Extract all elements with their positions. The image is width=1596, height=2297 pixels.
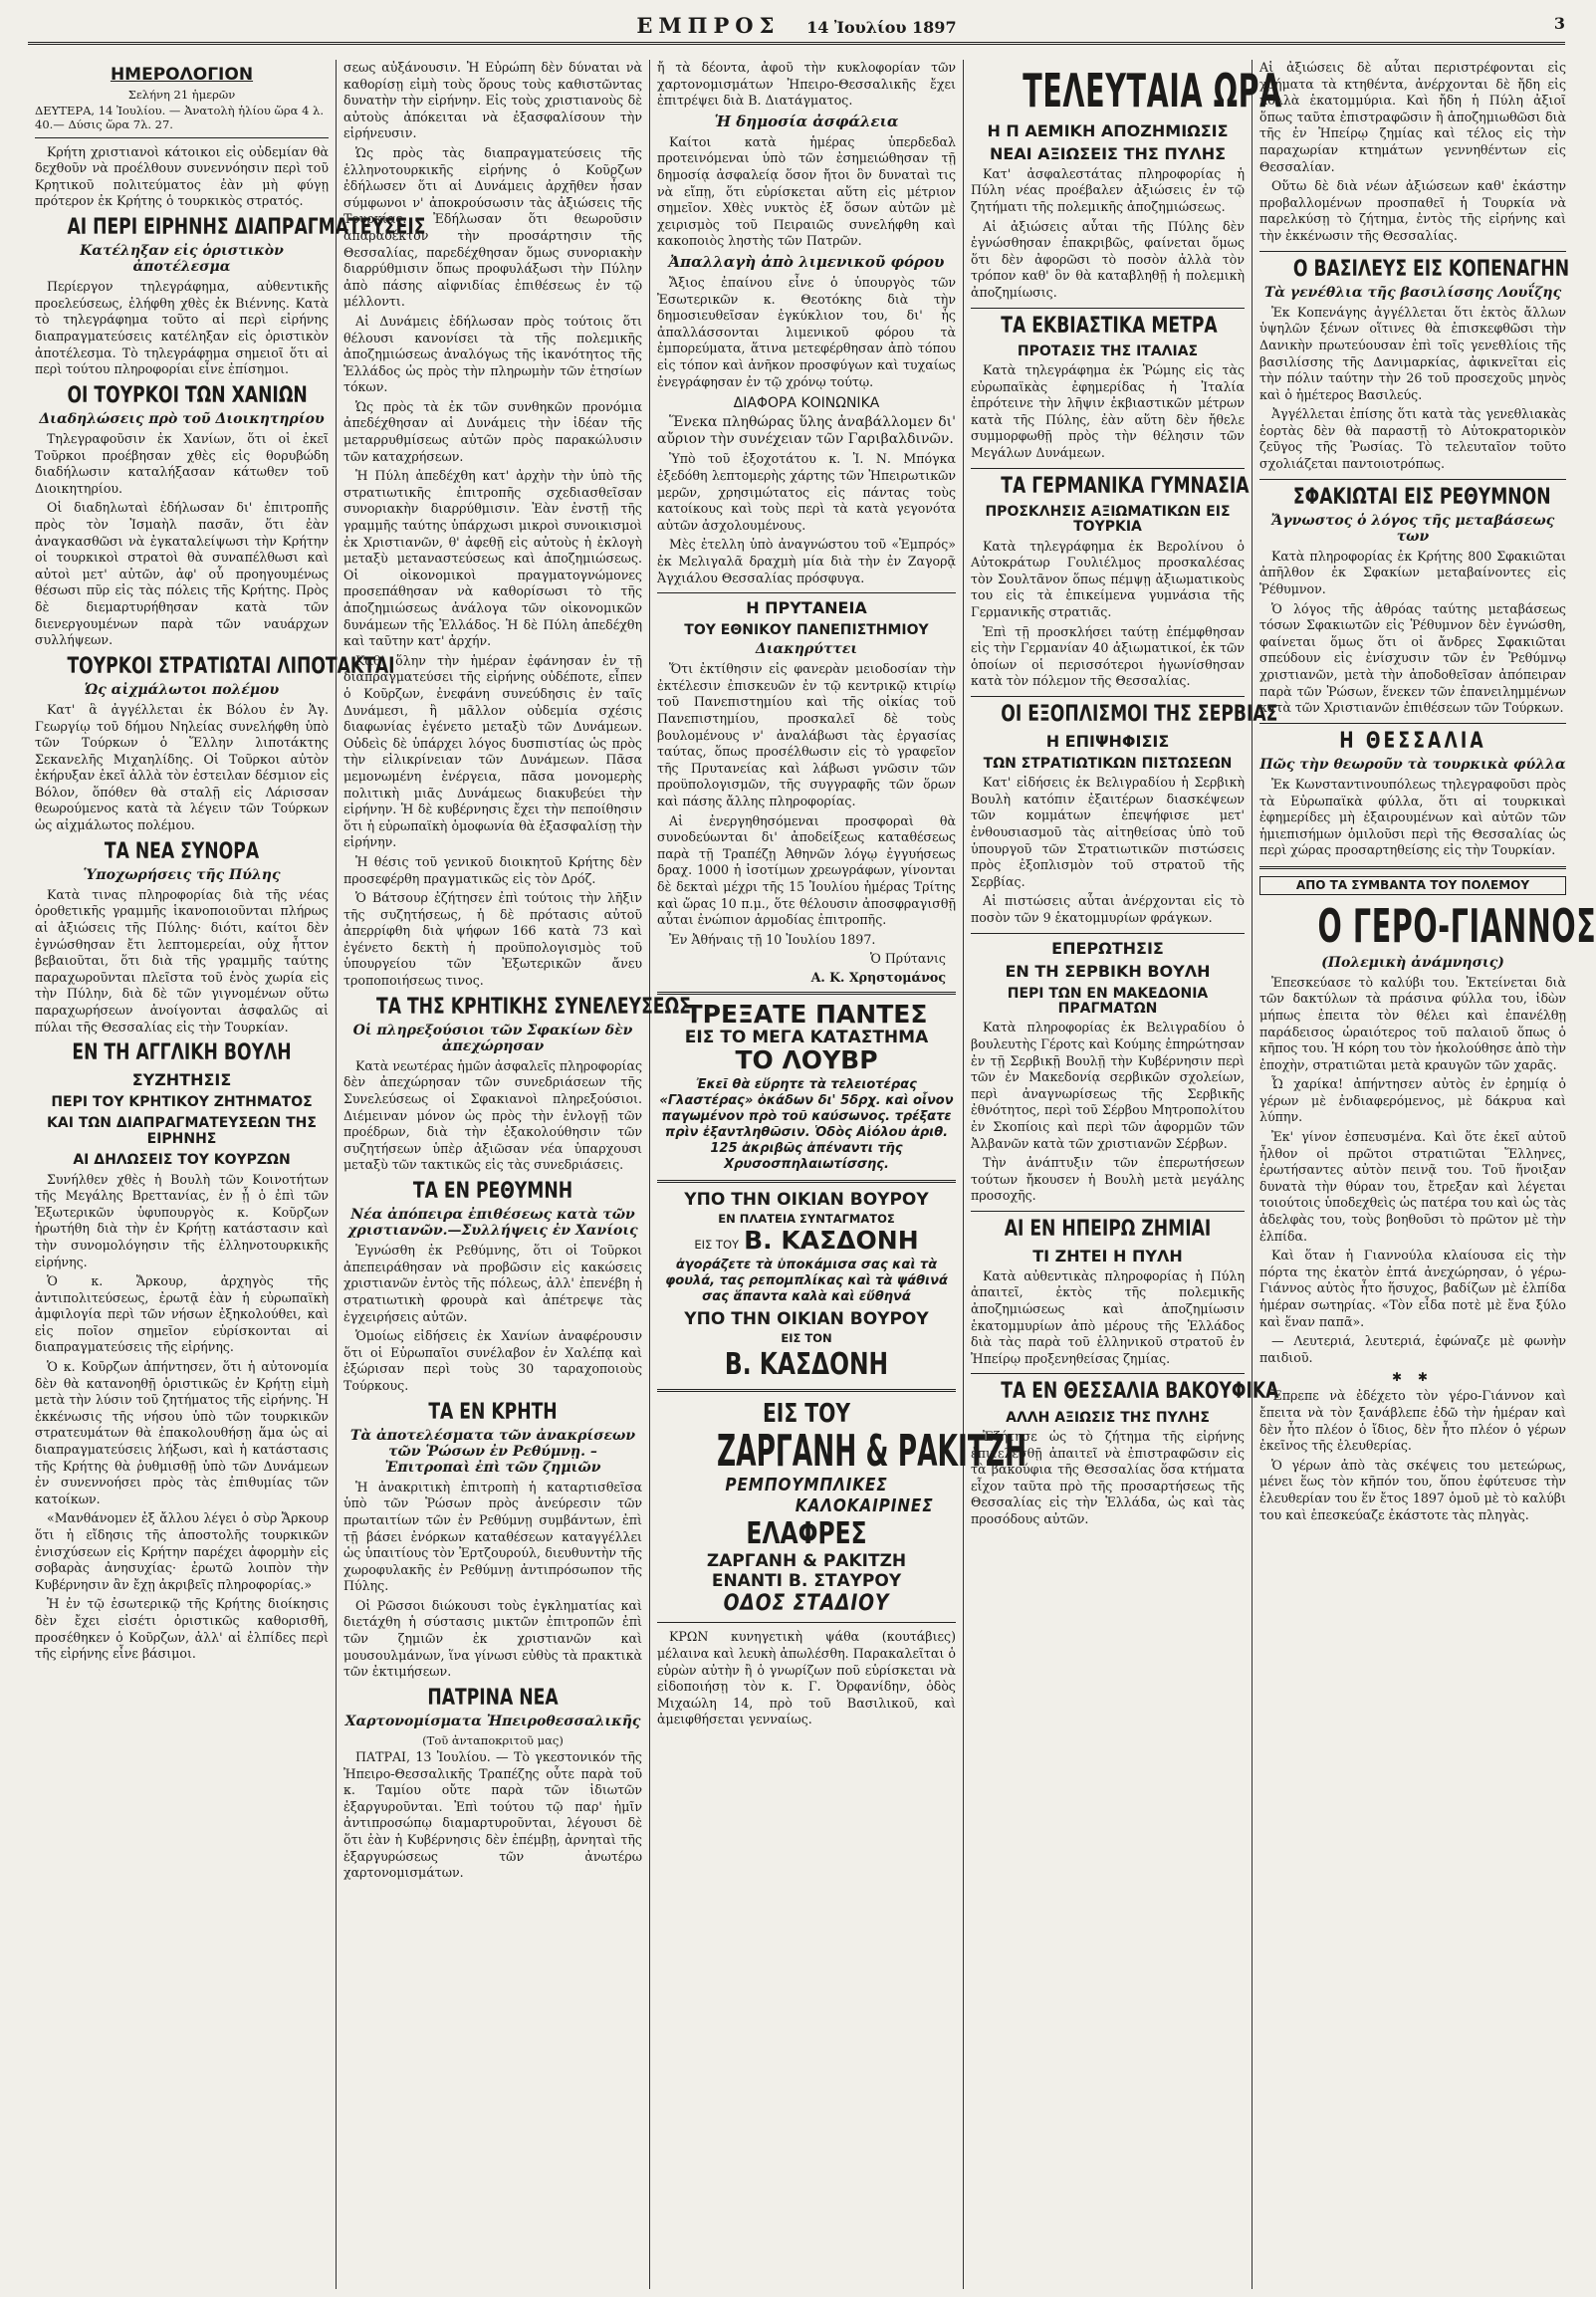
vakoufia-subheading: ΑΛΛΗ ΑΞΙΩΣΙΣ ΤΗΣ ΠΥΛΗΣ — [1006, 1409, 1210, 1426]
parliament-heading: ΕΝ ΤΗ ΑΓΓΛΙΚΗ ΒΟΥΛΗ — [72, 1040, 292, 1066]
louvre-ad — [657, 1002, 956, 1173]
porte-demands-heading: ΝΕΑΙ ΑΞΙΩΣΕΙΣ ΤΗΣ ΠΥΛΗΣ — [989, 144, 1227, 164]
king-copenhagen-paragraph-1: Ἐκ Κοπενάγης ἀγγέλλεται ὅτι ἐκτὸς ἄλλων ὑψηλῶν ξένων οἵτινες θὰ ἐπισκεφθῶσι τὴν Δανικὴν πρωτεύουσαν ἐπὶ τοῖς γενεθλίοις τῆς βασιλίσσης τῆς Δανιμαρκίας, ἀφικνεῖται εἰς τὴν πόλιν ταύτην τὴν 26 τοῦ προσεχοῦς μηνὸς καὶ ὁ ἡμέτερος Βασιλεύς. — [1259, 304, 1566, 402]
rectorate-sub-1: ΤΟΥ ΕΘΝΙΚΟΥ ΠΑΝΕΠΙΣΤΗΜΙΟΥ — [684, 621, 929, 638]
col5-paragraph-2: Οὕτω δὲ διὰ νέων ἀξιώσεων καθ' ἑκάστην προβαλλομένων προσπαθεῖ ἡ Τουρκία νὰ παρελκύσῃ τὸ ζήτημα, ἐντὸς τῆς εἰρήνης καὶ τὴν ἐκκένωσιν τῆς Θεσσαλίας. — [1259, 178, 1566, 243]
harbor-tax-paragraph: Ἄξιος ἐπαίνου εἶνε ὁ ὑπουργὸς τῶν Ἐσωτερικῶν κ. Θεοτόκης διὰ τὴν δημοσιευθεῖσαν ἐγκύκλιον του, δι' ἧς ἀπαλλάσσονται λιμενικοῦ φόρου τὰ ἐμπορεύματα, ἅτινα μετεφέρθησαν ἀπὸ τόπου εἰς τόπον καὶ ἀνῆκον προσφύγων καὶ τυχαίως ἐνεγράφησαν ἐν τῷ χρόνῳ τούτῳ. — [657, 274, 956, 389]
serbia-arms-paragraph-1: Κατ' εἰδήσεις ἐκ Βελιγραδίου ἡ Σερβικὴ Βουλὴ κατόπιν ἐξαιτέρων διασκέψεων τῶν κομμάτων ἐπεψήφισε μετ' ἐνθουσιασμοῦ τὰς αἰτηθείσας ὑπὸ τοῦ ὑπουργοῦ τῶν Στρατιωτικῶν πιστώσεις πρὸς ἐξοπλισμὸν τοῦ στρατοῦ τῆς Σερβίας. — [971, 775, 1245, 889]
rethymno-paragraph-1: Ἐγνώσθη ἐκ Ρεθύμνης, ὅτι οἱ Τοῦρκοι ἀπεπειράθησαν νὰ προβῶσιν εἰς κακώσεις χριστιανῶν ἐντὸς τῆς πόλεως, ἀλλ' ἐπενέβη ἡ στρατιωτικὴ φρουρὰ καὶ ἀπέτρεψε τὰς ἐγχειρήσεις αὐτῶν. — [343, 1243, 642, 1324]
rectorate-sub-2: Διακηρύττει — [755, 641, 858, 658]
zarganis-ad — [657, 1399, 1027, 1617]
col2-paragraph-5: Ἡ Πύλη ἀπεδέχθη κατ' ἀρχὴν τὴν ὑπὸ τῆς στρατιωτικῆς ἐπιτροπῆς σχεδιασθεῖσαν συνοριακὴν διαρρύθμισιν. Ἐὰν ἐνστῇ τῆς γραμμῆς ταύτης ὑπάρχωσι μικροὶ συνοικισμοὶ ἐκ Χριστιανῶν, θ' ἀφεθῇ εἰς αὐτοὺς ἡ ἐκλογὴ μεταξὺ μεταναστεύσεως καὶ ἀποζημιώσεως. Οἱ οἰκονομικοὶ πραγματογνώμονες προσεπάθησαν νὰ καθορίσωσι τὸ τῆς ἀποζημιώσεως ἀνάλογα τῶν οἰκονομικῶν δυνάμεων τῆς Ἑλλάδος. Ἡ δὲ Πύλη ἀπεδέχθη καὶ ταῦτην κατ' ἀρχήν. — [343, 468, 642, 649]
gero-giannos-heading: Ο ΓΕΡΟ-ΓΙΑΝΝΟΣ — [1317, 899, 1596, 954]
harbor-tax-heading: Ἀπαλλαγὴ ἀπὸ λιμενικοῦ φόρου — [668, 252, 945, 271]
turks-paragraph-1: Τηλεγραφοῦσιν ἐκ Χανίων, ὅτι οἱ ἐκεῖ Τοῦρκοι προέβησαν χθὲς εἰς θορυβώδη διαδήλωσιν καταλήξασαν κάτωθεν τοῦ Διοικητηρίου. — [35, 431, 329, 496]
serbia-arms-paragraph-2: Αἱ πιστώσεις αὗται ἀνέρχονται εἰς τὸ ποσὸν τῶν 9 ἑκατομμυρίων φράγκων. — [971, 893, 1245, 925]
parliament-paragraph-2: Ὁ κ. Ἄρκουρ, ἀρχηγὸς τῆς ἀντιπολιτεύσεως, ἐρωτᾷ ἐὰν ἡ εὐρωπαϊκὴ ἀμφιλογία περὶ τῶν νήσων ἐξηκολούθει, καὶ εἰς ποῖον σημεῖον εὑρίσκονται αἱ διαπραγματεύσεις τῆς εἰρήνης. — [35, 1273, 329, 1355]
crete-news-paragraph-2: Οἱ Ρῶσσοι διώκουσι τοὺς ἐγκληματίας καὶ διετάχθη ἡ σύστασις μικτῶν ἐπιτροπῶν ἐπὶ τῶν ζημιῶν ἐκ χριστιανῶν καὶ μουσουλμάνων, ἵνα γίνωσι εὐθὺς τὰ πρακτικὰ τῶν ἐκτιμήσεων. — [343, 1597, 642, 1680]
kasdonis-ad-line-5: ΕΙΣ ΤΟΝ — [781, 1331, 832, 1346]
coercive-paragraph: Κατὰ τηλεγράφημα ἐκ Ῥώμης εἰς τὰς εὐρωπαϊκὰς ἐφημερίδας ἡ Ἰταλία ἐπρότεινε τὴν λῆψιν ἐκβιαστικῶν μέτρων κατὰ τῆς Πύλης, ἐὰν αὕτη δὲν ἤθελε συμμορφωθῇ πρὸς τὴν θέλησιν τῶν Μεγάλων Δυνάμεων. — [971, 362, 1245, 461]
security-heading: Ἡ δημοσία ἀσφάλεια — [714, 112, 899, 130]
peace-heading: ΑΙ ΠΕΡΙ ΕΙΡΗΝΗΣ ΔΙΑΠΡΑΓΜΑΤΕΥΣΕΙΣ — [67, 215, 426, 241]
interpellation-heading: ΕΠΕΡΩΤΗΣΙΣ — [1051, 938, 1164, 958]
war-events-heading: ΑΠΟ ΤΑ ΣΥΜΒΑΝΤΑ ΤΟΥ ΠΟΛΕΜΟΥ — [1295, 877, 1530, 892]
parliament-paragraph-3: Ὁ κ. Κοῦρζων ἀπήντησεν, ὅτι ἡ αὐτονομία δὲν θὰ κατανοηθῇ ὁριστικῶς ἐν Κρήτῃ εἰμὴ μετὰ τὴν λύσιν τοῦ ζητήματος τῆς εἰρήνης. Ἡ ἐκκένωσις τῆς νήσου ὑπὸ τῶν τουρκικῶν στρατευμάτων θὰ ἐπακολουθήσῃ ἅμα ὡς αἱ διαπραγματεύσεις λήξωσι, καὶ ἡ κατάστασις τῆς Κρήτης θὰ ῥυθμισθῇ ὑπὸ τῶν Δυνάμεων ἐν συνεννοήσει πρὸς τὰς ἐπιθυμίας τῶν κατοίκων. — [35, 1359, 329, 1506]
col2-paragraph-2: Ὡς πρὸς τὰς διαπραγματεύσεις τῆς ἑλληνοτουρκικῆς εἰρήνης ὁ Κοῦρζων ἐδήλωσεν ὅτι αἱ Δυνάμεις ἀρχῆθεν ἦσαν σύμφωνοι ν' ἀποκρούσωσιν τὰς ἀξιώσεις τῆς Τουρκίας. Ἐδήλωσαν ὅτι θεωροῦσιν ἀπαραδέκτον τὴν προσάρτησιν τῆς Θεσσαλίας, παρεδέχθησαν ὅμως συνοριακὴν διαρρύθμισιν ὅπως προφυλάξωσι τὴν Πύλην ἀπὸ πάσης αἰφνιδίας ἐπιθέσεως ἐν τῷ μέλλοντι. — [343, 144, 642, 310]
epirus-damages-subheading: ΤΙ ΖΗΤΕΙ Η ΠΥΛΗ — [1032, 1247, 1183, 1266]
rectorate-paragraph-1: Ὅτι ἐκτίθησιν εἰς φανερὰν μειοδοσίαν τὴν ἐκτέλεσιν ἐπισκευῶν ἐν τῷ κεντρικῷ κτιρίῳ τοῦ Πανεπιστημίου καὶ τῆς οἰκίας τοῦ Πανεπιστημίου, προσκαλεῖ δὲ τοὺς βουλομένους ν' ἀναλάβωσι τὰς ἐργασίας ταύτας, ὅπως προσέλθωσιν εἰς τὸ γραφεῖον τῆς Πρυτανείας καὶ λάβωσι γνῶσιν τῶν προϋπολογισμῶν, τῆς συγγραφῆς τῶν ὅρων καὶ πάσης ἄλλης πληροφορίας. — [657, 661, 956, 808]
section-divider-stars: ✱ ✱ — [1392, 1370, 1434, 1385]
rethymno-paragraph-2: Ὁμοίως εἰδήσεις ἐκ Χανίων ἀναφέρουσιν ὅτι οἱ Εὐρωπαῖοι συνέλαβον ἐν Χαλέπᾳ καὶ ἐξώρισαν περὶ τοὺς 30 ταραχοποιοὺς Τούρκους. — [343, 1328, 642, 1393]
patras-byline: (Τοῦ ἀνταποκριτοῦ μας) — [422, 1733, 564, 1748]
almanac-title: ΗΜΕΡΟΛΟΓΙΟΝ — [110, 65, 254, 85]
columns — [28, 60, 1596, 2289]
gero-giannos-paragraph-2: Ὦ χαρίκα! ἀπήντησεν αὐτὸς ἐν ἐρημίᾳ ὁ γέρων μὲ ἐνδιαφερόμενος, μὲ δάκρυα καὶ λύπην. — [1259, 1076, 1566, 1125]
assembly-paragraph: Κατὰ νεωτέρας ἡμῶν ἀσφαλεῖς πληροφορίας δὲν ἀπεχώρησαν τῶν συνεδριάσεων τῆς Συνελεύσεως οἱ Σφακιανοὶ πληρεξούσιοι. Διέμειναν μόνον ὡς πρὸς τὴν ἐνλογῇ τῶν προέδρων, διὰ τὴν ἐξακολούθησιν τῶν συζητήσεων ὑπὲρ ἀξιῶσαν νέα ὑπαρχουσι μεταξὺ τῶν τακτικῶς εἰς τὰς συνεδριάσεις. — [343, 1057, 642, 1173]
serbia-arms-sub-2: ΤΩΝ ΣΤΡΑΤΙΩΤΙΚΩΝ ΠΙΣΤΩΣΕΩΝ — [983, 755, 1233, 772]
assembly-subheading: Οἱ πληρεξούσιοι τῶν Σφακίων δὲν ἀπεχώρησαν — [352, 1022, 633, 1054]
zarganis-ad-line-5: ΕΛΑΦΡΕΣ — [746, 1516, 867, 1552]
social-heading: ΔΙΑΦΟΡΑ ΚΟΙΝΩΝΙΚΑ — [733, 395, 880, 412]
kasdonis-ad-line-3a: ΕΙΣ ΤΟΥ — [694, 1238, 740, 1253]
parliament-sub-4: ΑΙ ΔΗΛΩΣΕΙΣ ΤΟΥ ΚΟΥΡΖΩΝ — [73, 1152, 291, 1169]
turks-paragraph-2: Οἱ διαδηλωταὶ ἐδήλωσαν δι' ἐπιτροπῆς πρὸς τὸν Ἰσμαὴλ πασᾶν, ὅτι ἐὰν ἀναγκασθῶσι νὰ ἐγκαταλείψωσι τὴν Κρήτην οἱ τουρκικοὶ στρατοὶ θὰ συναπέλθωσι καὶ αὐτοὶ μετ' αὐτῶν, ἀφ' οὗ προηγουμένως θέσωσι πῦρ εἰς τὰς πόλεις τῆς Κρήτης. Πρὸς δὲ διεμαρτυρήθησαν κατὰ τῶν διενεργουμένων παρὰ τῶν ναυάρχων συλλήψεων. — [35, 500, 329, 648]
sfakiotes-heading: ΣΦΑΚΙΩΤΑΙ ΕΙΣ ΡΕΘΥΜΝΟΝ — [1292, 484, 1551, 510]
thessaly-subheading: Πῶς τὴν θεωροῦν τὰ τουρκικὰ φύλλα — [1259, 756, 1566, 773]
issue-date: 14 Ἰουλίου 1897 — [806, 17, 957, 37]
vakoufia-heading: ΤΑ ΕΝ ΘΕΣΣΑΛΙΑ ΒΑΚΟΥΦΙΚΑ — [1001, 1379, 1279, 1405]
sfakiotes-paragraph-2: Ὁ λόγος τῆς ἀθρόας ταύτης μεταβάσεως τόσων Σφακιωτῶν εἰς Ῥέθυμνον δὲν ἐγνώσθη, φαίνεται ὅμως ὅτι οἱ ἄνδρες Σφακιῶται σπεύδουν εἰς ἐνίσχυσιν τῶν ἐν Ῥεθύμνῳ χριστιανῶν, μετὰ τὴν ἀποδοθεῖσαν ἀπόπειραν παρὰ τῶν Ῥώσων, ἕνεκεν τῶν ἐπανειλημμένων κατὰ τῶν Χριστιανῶν ἐπιθέσεων τῶν Τούρκων. — [1259, 600, 1566, 716]
louvre-ad-line-2: ΕΙΣ ΤΟ ΜΕΓΑ ΚΑΤΑΣΤΗΜΑ — [684, 1028, 929, 1048]
german-maneuvers-heading: ΤΑ ΓΕΡΜΑΝΙΚΑ ΓΥΜΝΑΣΙΑ — [1001, 473, 1250, 499]
sfakiotes-paragraph-1: Κατὰ πληροφορίας ἐκ Κρήτης 800 Σφακιῶται ἀπῆλθον ἐκ Σφακίων μεταβαίνοντες εἰς Ῥέθυμνον. — [1259, 548, 1566, 597]
lost-hat-notice: ΚΡΩΝ κυνηγετικὴ ψάθα (κουτάβιες) μέλαινα καὶ λευκὴ ἀπωλέσθη. Παρακαλεῖται ὁ εὑρὼν αὐτὴν ἢ ὁ γνωρίζων ποῦ εὑρίσκεται νὰ εἰδοποιήσῃ τὸν κ. Γ. Ὀρφανίδην, ὁδὸς Μιχαώλη 14, πρὸ τοῦ Βασιλικοῦ, καὶ ἀμειφθήσεται γενναίως. — [657, 1629, 956, 1727]
kasdonis-ad-line-4: ΥΠΟ ΤΗΝ ΟΙΚΙΑΝ ΒΟΥΡΟΥ — [684, 1309, 929, 1330]
german-maneuvers-paragraph-2: Ἐπὶ τῇ προσκλήσει ταύτῃ ἐπέμφθησαν εἰς τὴν Γερμανίαν 40 ἀξιωματικοί, ἐκ τῶν ὁποίων οἱ περισσότεροι ἠγωνίσθησαν κατὰ τὸν πόλεμον τῆς Θεσσαλίας. — [971, 623, 1245, 689]
zarganis-ad-line-7: ΕΝΑΝΤΙ Β. ΣΤΑΥΡΟΥ — [711, 1571, 902, 1592]
crete-news-heading: ΤΑ ΕΝ ΚΡΗΤΗ — [428, 1399, 558, 1425]
sfakiotes-subheading: Ἄγνωστος ὁ λόγος τῆς μεταβάσεως των — [1270, 512, 1555, 545]
col2-paragraph-4: Ὡς πρὸς τὰ ἐκ τῶν συνθηκῶν προνόμια ἀπεδέχθησαν αἱ Δυνάμεις τὴν ἰδέαν τῆς μεταρρυθμίσεως αὐτῶν πρὸς παρακώλυσιν τῶν καταχρήσεων. — [343, 398, 642, 464]
king-copenhagen-subheading: Τὰ γενέθλια τῆς βασιλίσσης Λουΐζης — [1263, 284, 1562, 301]
louvre-ad-body: Ἐκεῖ θὰ εὕρητε τὰ τελειοτέρας «Γλαστέρας» ὀκάδων δι' 5δρχ. καὶ οἶνον παγωμένον πρὸ τοῦ καύσωνος. τρέξατε πρὶν ἐξαντληθῶσιν. Ὁδὸς Αἰόλου ἀριθ. 125 ἀκριβῶς ἀπέναντι τῆς Χρυσοσπηλαιωτίσσης. — [659, 1077, 954, 1173]
interpellation-paragraph-1: Κατὰ πληροφορίας ἐκ Βελιγραδίου ὁ βουλευτὴς Γέροτς καὶ Κούμης ἐπηρώτησαν ἐν τῇ Σερβικῇ Βουλῇ τὴν Κυβέρνησιν περὶ τῶν ἐν Μακεδονίᾳ σερβικῶν σχολείων, περὶ ἀναγνωρίσεως τῆς Σερβικῆς ἐθνότητος, περὶ τοῦ Σέρβου Μητροπολίτου ἐν Σκοπίοις καὶ περὶ τῶν ἀφορμῶν τῶν Ἀλβανῶν κατὰ τῶν χριστιανῶν Σέρβων. — [971, 1020, 1245, 1151]
rectorate-title: Ὁ Πρύτανις — [870, 951, 946, 967]
parliament-sub-1: ΣΥΖΗΤΗΣΙΣ — [131, 1070, 232, 1090]
german-maneuvers-subheading: ΠΡΟΣΚΛΗΣΙΣ ΑΞΙΩΜΑΤΙΚΩΝ ΕΙΣ ΤΟΥΡΚΙΑ — [985, 503, 1231, 536]
patras-heading: ΠΑΤΡΙΝΑ ΝΕΑ — [427, 1685, 559, 1711]
almanac-line: ΔΕΥΤΕΡΑ, 14 Ἰουλίου. — Ἀνατολὴ ἡλίου ὥρα 4 λ. 40.— Δύσις ὥρα 7λ. 27. — [35, 103, 324, 131]
social-paragraph-2: Ὑπὸ τοῦ ἐξοχοτάτου κ. Ἰ. Ν. Μπόγκα ἐξεδόθη λεπτομερὴς χάρτης τῶν Ἠπειρωτικῶν μερῶν, χρησιμώτατος εἰς πάντας τοὺς κατοίκους καὶ τοὺς περὶ τὰ κατὰ γεγονότα αὐτῶν ἀσχολουμένους. — [657, 451, 956, 533]
rectorate-heading: Η ΠΡΥΤΑΝΕΙΑ — [746, 598, 867, 618]
zarganis-ad-line-1: ΕΙΣ ΤΟΥ — [762, 1399, 851, 1430]
border-paragraph: Κατὰ τινας πληροφορίας διὰ τῆς νέας ὁροθετικῆς γραμμῆς ἱκανοποιοῦνται πλήρως αἱ ἀξιώσεις τῆς Πύλης· διότι, καίτοι δὲν ἐγνώσθησαν ἔτι λεπτομερείαι, οὐχ ἧττον βεβαιοῦται, ὅτι διὰ τῆς γραμμῆς ταύτης παραχωροῦνται πλεῖστα τοῦ ἑνὸς χωρία εἰς τὴν Πύλην, διὰ δὲ τῶν γιγνομένων οὕτω παραχωρήσεων ἀνοίγονται ἀσφαλῶς αἱ πύλαι τῆς Θεσσαλίας εἰς τὴν Τουρκίαν. — [35, 886, 329, 1034]
louvre-ad-line-1: ΤΡΕΞΑΤΕ ΠΑΝΤΕΣ — [685, 1000, 928, 1030]
zarganis-ad-line-8: ΟΔΟΣ ΣΤΑΔΙΟΥ — [723, 1591, 890, 1617]
king-copenhagen-heading: Ο ΒΑΣΙΛΕΥΣ ΕΙΣ ΚΟΠΕΝΑΓΗΝ — [1292, 256, 1570, 282]
interpellation-paragraph-2: Τὴν ἀνάπτυξιν τῶν ἐπερωτήσεων τούτων ἤκουσεν ἡ Βουλὴ μετὰ μεγάλης προσοχῆς. — [971, 1155, 1245, 1204]
crete-paragraph: Κρήτη χριστιανοὶ κάτοικοι εἰς οὐδεμίαν θὰ δεχθοῦν νὰ προέλθουν συνεννόησιν περὶ τοῦ Κρητικοῦ πολιτεύματος ἐὰν μὴ φύγῃ πρότερον ἐκ Κρήτης ὁ τουρκικὸς στρατός. — [35, 143, 329, 209]
kasdonis-ad-line-3b: Β. ΚΑΣΔΟΝΗ — [744, 1226, 919, 1256]
rethymno-heading: ΤΑ ΕΝ ΡΕΘΥΜΝΗ — [412, 1179, 573, 1204]
gero-giannos-paragraph-6: Ἐπρεπε νὰ ἐδέχετο τὸν γέρο-Γιάννον καὶ ἔπειτα νὰ τὸν ξανάβλεπε ἐδῶ τὴν ἡμέραν καὶ δὲν ἦτο πλέον ὁ ἴδιος, δὲν ἦτο πλέον ὁ γέρων ἐκεῖνος τῆς ἐλευθερίας. — [1259, 1388, 1566, 1454]
rectorate-signature: Α. Κ. Χρηστομάνος — [810, 970, 946, 986]
rectorate-date: Ἐν Ἀθήναις τῇ 10 Ἰουλίου 1897. — [669, 931, 876, 947]
column-3 — [650, 60, 1027, 2289]
indemnity-heading: Η Π ΑΕΜΙΚΗ ΑΠΟΖΗΜΙΩΣΙΣ — [987, 120, 1229, 140]
last-hour-heading: ΤΕΛΕΥΤΑΙΑ ΩΡΑ — [1023, 64, 1282, 117]
almanac-moon: Σελήνη 21 ἡμερῶν — [127, 87, 236, 102]
kasdonis-ad-line-1: ΥΠΟ ΤΗΝ ΟΙΚΙΑΝ ΒΟΥΡΟΥ — [684, 1190, 929, 1211]
kasdonis-ad-line-2: ΕΝ ΠΛΑΤΕΙΑ ΣΥΝΤΑΓΜΑΤΟΣ — [718, 1212, 895, 1227]
serbia-arms-sub-1: Η ΕΠΙΨΗΦΙΣΙΣ — [1045, 732, 1170, 752]
zarganis-ad-line-6: ΖΑΡΓΑΝΗ & ΡΑΚΙΤΖΗ — [706, 1551, 907, 1572]
rectorate-paragraph-2: Αἱ ἐνεργηθησόμεναι προσφοραὶ θὰ συνοδεύωνται δι' ἀποδείξεως καταθέσεως παρὰ τῇ Τραπέζῃ Ἀθηνῶν λόγῳ ἐγγυήσεως δραχ. 1000 ἡ ἰσοτίμων χρεωγράφων, γίνονται δὲ δεκταὶ μέχρι τῆς 15 Ἰουλίου ἡμέρας Τρίτης καὶ ὥρας 10 π.μ., ὅτε θέλουσιν ἀποσφραγισθῇ αὗται ἐνώπιον ἁρμοδίας ἐπιτροπῆς. — [657, 812, 956, 928]
border-subheading: Ὑποχωρήσεις τῆς Πύλης — [83, 866, 281, 883]
turks-heading: ΟΙ ΤΟΥΡΚΟΙ ΤΩΝ ΧΑΝΙΩΝ — [67, 382, 308, 408]
turks-subheading: Διαδηλώσεις πρὸ τοῦ Διοικητηρίου — [39, 411, 325, 427]
captives-subheading: Ὡς αἰχμάλωτοι πολέμου — [84, 681, 280, 698]
vakoufia-paragraph: Ἐζήτησε ὡς τὸ ζήτημα τῆς εἰρήνης ἐπιτελεσθῇ ἀπαιτεῖ νὰ ἐπιστραφῶσιν εἰς τὰ βακούφια τῆς Θεσσαλίας ὅσα κτήματα εἶχον ταῦτα πρὸ τῆς προσαρτήσεως τῆς Θεσσαλίας εἰς τὴν Ἑλλάδα, ὡς καὶ τὰς προσόδους αὐτῶν. — [971, 1428, 1245, 1526]
page-number: 3 — [1553, 14, 1565, 33]
paper-name: ΕΜΠΡΟΣ — [636, 12, 781, 38]
col2-paragraph-1: σεως αὐξάνουσιν. Ἡ Εὐρώπη δὲν δύναται νὰ καθορίσῃ εἰμὴ τοὺς ὅρους τοὺς καθιστῶντας δυνατὴν τὴν εἰρήνην. Εἰς τοὺς χριστιανοὺς δὲ αὐτοὺς ἀπόκειται νὰ ἐξασφαλίσουν τὴν εἰρήνευσιν. — [343, 60, 642, 141]
indemnity-paragraph-2: Αἱ ἀξιώσεις αὗται τῆς Πύλης δὲν ἐγνώσθησαν ἐπακριβῶς, φαίνεται ὅμως ὅτι δὲν ἀφορῶσι τὸ ποσὸν ἀλλὰ τὸν τρόπον καθ' ὃν θὰ καταβληθῇ ἡ πολεμικὴ ἀποζημίωσις. — [971, 218, 1245, 300]
thessaly-heading: Η ΘΕΣΣΑΛΙΑ — [1339, 728, 1486, 754]
interpellation-sub-1: ΕΝ ΤΗ ΣΕΡΒΙΚΗ ΒΟΥΛΗ — [1005, 962, 1211, 982]
thessaly-paragraph: Ἐκ Κωνσταντινουπόλεως τηλεγραφοῦσι πρὸς τὰ Εὐρωπαϊκὰ φύλλα, ὅτι αἱ τουρκικαὶ ἐφημερίδες μὴ ἐξαιρουμένων καὶ αὐτῶν τῶν ἡμιεπισήμων ὁμιλοῦσι περὶ τῆς Θεσσαλίας ὡς περὶ χώρας προσαρτηθείσης εἰς τὴν Τουρκίαν. — [1259, 776, 1566, 858]
indemnity-paragraph-1: Κατ' ἀσφαλεστάτας πληροφορίας ἡ Πύλη νέας προέβαλεν ἀξιώσεις ἐν τῷ ζητήματι τῆς πολεμικῆς ἀποζημιώσεως. — [971, 165, 1245, 214]
gero-giannos-paragraph-1: Ἐπεσκεύασε τὸ καλύβι του. Ἐκτείνεται διὰ τῶν δακτύλων τὰ πράσινα φύλλα του, ἰδὼν μήπως ἐπειτα τὸν θέλει καὶ ἐπανέλθῃ παράδεισος ὡραιότερος τοῦ παλαιοῦ ὅπως ὁ κῆπος του. Ἡ κόρη του τὸν ἠκολούθησε ἀπὸ τὴν ἐποχὴν, στρατιῶται μετὰ κραυγῶν τῶν χαρᾶς. — [1259, 974, 1566, 1072]
patras-subheading: Χαρτονομίσματα Ἠπειροθεσσαλικῆς — [344, 1714, 641, 1730]
column-2 — [337, 60, 691, 2289]
parliament-sub-2: ΠΕΡΙ ΤΟΥ ΚΡΗΤΙΚΟΥ ΖΗΤΗΜΑΤΟΣ — [51, 1093, 313, 1110]
col2-paragraph-8: Ὁ Βάτσουρ ἐζήτησεν ἐπὶ τούτοις τὴν λῆξιν τῆς συζητήσεως, ἡ δὲ πρότασις αὐτοῦ ἀπερρίφθη διὰ ψήφων 166 κατὰ 73 καὶ ἐγένετο δεκτὴ ἡ προϋπολογισμὸς τοῦ ὑπουργείου τῶν Ἐξωτερικῶν ἄνευ τροποποιήσεως τινος. — [343, 890, 642, 989]
serbia-arms-heading: ΟΙ ΕΞΟΠΛΙΣΜΟΙ ΤΗΣ ΣΕΡΒΙΑΣ — [1001, 701, 1278, 727]
peace-paragraph: Περίεργον τηλεγράφημα, αὐθεντικῆς προελεύσεως, ἐλήφθη χθὲς ἐκ Βιέννης. Κατὰ τὸ τηλεγράφημα τοῦτο αἱ περὶ εἰρήνης διαπραγματεύσεις κατέληξαν εἰς ὁριστικὸν ἀποτέλεσμα. Τὸ τηλεγράφημα σημειοῖ ὅτι αἱ περὶ τούτου πληροφορίαι εἶνε ἐπίσημοι. — [35, 279, 329, 377]
gero-giannos-paragraph-4: Καὶ ὅταν ἡ Γιαννούλα κλαίουσα εἰς τὴν πόρτα της ἐκατὸν ἐπτά ἀνεχώρησαν, ὁ γέρω-Γιάννος αὐτὸς ἦτο ἥσυχος, βαδίζων μὲ ἐλπίδα ἡμέραν σωτηρίας. «Τὸν εἶδα ποτὲ μὲ ἕνα ξύλο καὶ ἕναν παπᾶ». — [1259, 1248, 1566, 1329]
crete-news-subheading: Τὰ ἀποτελέσματα τῶν ἀνακρίσεων τῶν Ῥώσων ἐν Ρεθύμνῃ. – Ἐπιτροπαὶ ἐπὶ τῶν ζημιῶν — [349, 1427, 636, 1476]
louvre-ad-line-3: ΤΟ ΛΟΥΒΡ — [735, 1045, 878, 1075]
col2-paragraph-6: Καθ' ὅλην τὴν ἡμέραν ἐφάνησαν ἐν τῇ διαπραγματεύσει τῆς εἰρήνης οὐδέποτε, εἶπεν ὁ Κοῦρζων, ἐνεφάνη συνεύδησις ἐν ταῖς Δυνάμεσι, ἢ μᾶλλον οὐδεμία σχέσις διαφωνίας ἐγένετο μεταξὺ τῶν Δυνάμεων. Οὐδεὶς δὲ ὑπάρχει λόγος δυσπιστίας ὡς πρὸς τὴν εἰλικρίνειαν τῶν Δυνάμεων. Πᾶσα μεμονωμένη ἐνέργεια, πᾶσα μονομερὴς πολιτικὴ μιᾶς Δυνάμεως διακυβεύει τὴν εἰρήνην. Ἡ δὲ κυβέρνησις ἔχει τὴν πεποίθησιν ὅτι ἡ εὐρωπαϊκὴ ὁμοφωνία θὰ ἐξασφαλίσῃ τὴν εἰρήνην. — [343, 652, 642, 850]
king-copenhagen-paragraph-2: Ἀγγέλλεται ἐπίσης ὅτι κατὰ τὰς γενεθλιακὰς ἑορτὰς δὲν θὰ παραστῇ τὸ Αὐτοκρατορικὸν ζεῦγος τῆς Ῥωσίας. Τὸ τελευταῖον τοῦτο σχολιάζεται παντοιοτρόπως. — [1259, 406, 1566, 472]
captives-paragraph: Κατ' ἃ ἀγγέλλεται ἐκ Βόλου ἐν Ἁγ. Γεωργίῳ τοῦ δήμου Νηλείας συνελήφθη ὑπὸ τῶν Τούρκων ὁ Ἕλλην λιποτάκτης Σεκανελῆς Μιχαηλίδης. Οἱ Τοῦρκοι αὐτὸν ἐκήρυξαν ἐκεῖ ἀλλὰ τὸν ἐστειλαν δέσμιον εἰς Βόλον, ὅπόθεν θὰ σταλῇ εἰς Λάρισσαν θεωρούμενος κατὰ τὰ λέγειν τῶν Τούρκων ὡς αἰχμάλωτος πολέμου. — [35, 701, 329, 833]
gero-giannos-paragraph-3: Ἐκ' γίνον ἐσπευσμένα. Καὶ ὅτε ἐκεῖ αὐτοῦ ἦλθον οἱ πρῶτοι στρατιῶται Ἕλληνες, ἐρωτήσαντες αὐτὸν πεινᾷ του. Τοῦ ἥνοιξαν δυνατὰ τὴν θύραν του, ἔτρεξαν καὶ λέγεται τοιούτοις ὑποδεχθεὶς ὡς πατέρα του καὶ ὡς τὰς ἀδελφὰς του, τοὺς βοηθοῦσι τὸ πρῶτον μὲ τὴν ἐλπίδα. — [1259, 1129, 1566, 1244]
social-paragraph-1: Ἕνεκα πληθώρας ὕλης ἀναβάλλομεν δι' αὔριον τὴν συνέχειαν τῶν Γαριβαλδινῶν. — [657, 414, 956, 448]
interpellation-sub-2: ΠΕΡΙ ΤΩΝ ΕΝ ΜΑΚΕΔΟΝΙΑ ΠΡΑΓΜΑΤΩΝ — [1007, 985, 1209, 1018]
kasdonis-ad-line-6: Β. ΚΑΣΔΟΝΗ — [724, 1347, 889, 1383]
german-maneuvers-paragraph-1: Κατὰ τηλεγράφημα ἐκ Βερολίνου ὁ Αὐτοκράτωρ Γουλιέλμος προσκαλέσας τὸν Σουλτᾶνον ὅπως πέμψῃ ἀξιωματικοὺς του εἰς τὰ ἐπικείμενα γυμνάσια τῆς Γερμανικῆς στρατιᾶς. — [971, 538, 1245, 620]
zarganis-ad-line-2: ΖΑΡΓΑΝΗ & ΡΑΚΙΤΖΗ — [717, 1426, 1027, 1478]
patras-paragraph: ΠΑΤΡΑΙ, 13 Ἰουλίου. — Τὸ γκεστονικόν τῆς Ἠπειρο-Θεσσαλικῆς Τραπέζης οὗτε παρὰ τοῦ κ. Ταμίου οὔτε παρὰ τῶν ἰδιωτῶν ἐξαργυροῦνται. Ἐπὶ τούτου τῷ παρ' ἡμῖν ἀντιπροσώπῳ διαμαρτυροῦνται, λέγουσι δὲ ὅτι ἐὰν ἡ Κυβέρνησις δὲν ἐπέμβῃ, ἀρνηταὶ τῆς ἐξαργυρώσεως τῶν ἀνωτέρω χαρτονομισμάτων. — [343, 1749, 642, 1881]
assembly-heading: ΤΑ ΤΗΣ ΚΡΗΤΙΚΗΣ ΣΥΝΕΛΕΥΣΕΩΣ — [376, 994, 691, 1020]
column-5 — [1253, 60, 1596, 2289]
zarganis-ad-line-3: ΡΕΜΠΟΥΜΠΛΙΚΕΣ — [725, 1475, 888, 1496]
peace-subheading: Κατέληξαν εἰς ὁριστικὸν ἀποτέλεσμα — [80, 243, 284, 276]
zarganis-ad-line-4: ΚΑΛΟΚΑΙΡΙΝΕΣ — [795, 1495, 934, 1517]
crete-news-paragraph-1: Ἡ ἀνακριτικὴ ἐπιτροπὴ ἡ καταρτισθεῖσα ὑπὸ τῶν Ῥώσων πρὸς ἀνεύρεσιν τῶν πρωταιτίων τῶν ἐν Ρεθύμνῃ συμβάντων, ἐπὶ τῇ βάσει ἐνόρκων καταθέσεων καταγγέλλει ὡς ὑπαιτίους τὸν Ἐρτζουρούλ, διευθυντὴν τῆς χωροφυλακῆς ἐν Ρεθύμνῃ ἀντιπρόσωπον τῆς Πύλης. — [343, 1479, 642, 1594]
security-paragraph: Καίτοι κατὰ ἡμέρας ὑπερδεδαλ προτεινόμεναι ὑπὸ τῶν ἐσημειώθησαν τῇ δημοσίᾳ ἀσφαλείᾳ ὅσον ἤτοι ὃν δυναταὶ τις νὰ εἴπῃ, ὅτι εὑρίσκεται αὕτη εἰς μέτριον σημεῖον. Χθὲς νυκτὸς ἐξ ὅσων αὐτῶν μὲ χειρισμὸς τοῦ Πειραιῶς συνελήφθη καὶ κακοποιὸς ληστὴς τῶν Πατρῶν. — [657, 133, 956, 249]
masthead-title — [28, 13, 1565, 38]
parliament-paragraph-1: Συνήλθεν χθὲς ἡ Βουλὴ τῶν Κοινοτήτων τῆς Μεγάλης Βρεττανίας, ἐν ᾗ ὁ ἐπὶ τῶν Ἐξωτερικῶν ὑφυπουργὸς κ. Κοῦρζων ἠρωτήθη διὰ τὴν ἐν Κρήτῃ κατάστασιν καὶ τὴν συνομολόγησιν τῆς ἑλληνοτουρκικῆς εἰρήνης. — [35, 1171, 329, 1269]
kasdonis-ad — [657, 1190, 956, 1382]
col2-paragraph-3: Αἱ Δυνάμεις ἐδήλωσαν πρὸς τούτοις ὅτι θέλουσι κανονίσει τὰ τῆς πολεμικῆς ἀποζημιώσεως ἀναλόγως τῆς ἱκανότητος τῆς Ἑλλάδος ὡς πρὸς τὴν πληρωμὴν τῶν ἐτησίων τόκων. — [343, 313, 642, 395]
epirus-damages-paragraph: Κατὰ αὐθεντικὰς πληροφορίας ἡ Πύλη ἀπαιτεῖ, ἐκτὸς τῆς πολεμικῆς ἀποζημιώσεως καὶ ἀποζημίωσιν ἑκατομμυρίων ἀπὸ μέρους τῆς Ἑλλάδος διὰ τὰς παρὰ τοῦ ἑλληνικοῦ στρατοῦ ἐν Ἠπείρῳ προξενηθείσας ζημίας. — [971, 1267, 1245, 1366]
col5-paragraph-1: Αἱ ἀξιώσεις δὲ αὗται περιστρέφονται εἰς χρήματα τὰ κτηθέντα, ἀνέρχονται δὲ ἤδη εἰς πολλὰ ἑκατομμύρια. Καὶ ἤδη ἡ Πύλη ἀξιοῖ ὅπως ταῦτα ἐπιστραφῶσιν ἢ ἀποζημιωθῶσι διὰ τῆς ἐν Ἠπείρῳ ζημίας καὶ τέλος εἰς τὴν παραχωρίαν κτημάτων γεννηθέντων εἰς Θεσσαλίαν. — [1259, 60, 1566, 174]
column-1 — [28, 60, 426, 2289]
parliament-paragraph-5: Ἡ ἐν τῷ ἐσωτερικῷ τῆς Κρήτης διοίκησις δὲν ἔχει εἰσέτι ὁριστικῶς καθορισθῆ, προσέθηκεν ὁ Κοῦρζων, ἀλλ' αἱ ἐλπίδες περὶ τῆς εἰρήνης εἶνε βάσιμοι. — [35, 1596, 329, 1662]
parliament-sub-3: ΚΑΙ ΤΩΝ ΔΙΑΠΡΑΓΜΑΤΕΥΣΕΩΝ ΤΗΣ ΕΙΡΗΝΗΣ — [47, 1115, 317, 1147]
gero-giannos-paragraph-5: — Λευτεριά, λευτεριά, ἐφώναζε μὲ φωνὴν παιδιοῦ. — [1259, 1333, 1566, 1365]
masthead — [28, 8, 1565, 45]
parliament-paragraph-4: «Μανθάνομεν ἐξ ἄλλου λέγει ὁ σὺρ Ἄρκουρ ὅτι ἡ εἴδησις τῆς ἀποστολῆς τουρκικῶν ἐνισχύσεων εἰς Κρήτην παρέχει ἀφορμὴν εἰς σοβαρὰς ἀνησυχίας· ἐρωτῶ λοιπὸν τὴν Κυβέρνησιν ἂν ἔχῃ ἀκριβεῖς πληροφορίας.» — [35, 1510, 329, 1592]
border-heading: ΤΑ ΝΕΑ ΣΥΝΟΡΑ — [104, 838, 260, 864]
gero-giannos-paragraph-7: Ὁ γέρων ἀπὸ τὰς σκέψεις του μετεώρως, μένει ἕως τὸν κῆπόν του, ὅπου ἐφύτευσε τὴν ἐλευθερίαν του ἕν ἔτος 1897 ὁμοῦ μὲ τὸ καλύβι του καὶ ἐπεσκεύαζε ἐκάστοτε τὰς πληγὰς. — [1259, 1457, 1566, 1522]
column-4 — [964, 60, 1282, 2289]
social-paragraph-3: Μὲς ἐτελλη ὑπὸ ἀναγνώστου τοῦ «Ἐμπρός» ἐκ Μελιγαλᾶ δραχμὴ μία διὰ τὴν ἐν Ζαγορᾷ Ἀγχιάλου Θεσσαλίας πρόσφυγα. — [657, 537, 956, 585]
rethymno-subheading: Νέα ἀπόπειρα ἐπιθέσεως κατὰ τῶν χριστιανῶν.—Συλλήψεις ἐν Χανίοις — [347, 1207, 638, 1240]
col2-paragraph-7: Ἡ θέσις τοῦ γενικοῦ διοικητοῦ Κρήτης δὲν προσεφέρθη πραγματικῶς εἰς τὸν Δρόζ. — [343, 853, 642, 886]
gero-giannos-subheading: (Πολεμικὴ ἀνάμνησις) — [1321, 954, 1504, 971]
captives-heading: ΤΟΥΡΚΟΙ ΣΤΡΑΤΙΩΤΑΙ ΛΙΠΟΤΑΚΤΑΙ — [67, 653, 395, 679]
coercive-heading: ΤΑ ΕΚΒΙΑΣΤΙΚΑ ΜΕΤΡΑ — [1001, 313, 1218, 339]
epirus-damages-heading: ΑΙ ΕΝ ΗΠΕΙΡΩ ΖΗΜΙΑΙ — [1004, 1217, 1212, 1242]
kasdonis-ad-body: ἀγοράζετε τὰ ὑποκάμισα σας καὶ τὰ φουλά, τας ρεπομπλίκας καὶ τὰ ψάθινά σας ἅπαντα καλὰ καὶ εὔθηνά — [665, 1258, 948, 1305]
coercive-subheading: ΠΡΟΤΑΣΙΣ ΤΗΣ ΙΤΑΛΙΑΣ — [1017, 343, 1199, 359]
col3-paragraph-1: ἤ τὰ δέοντα, ἀφοῦ τὴν κυκλοφορίαν τῶν χαρτονομισμάτων Ἠπειρο-Θεσσαλικῆς ἔχει ἐπιτρέψει διὰ Β. Διατάγματος. — [657, 60, 956, 109]
